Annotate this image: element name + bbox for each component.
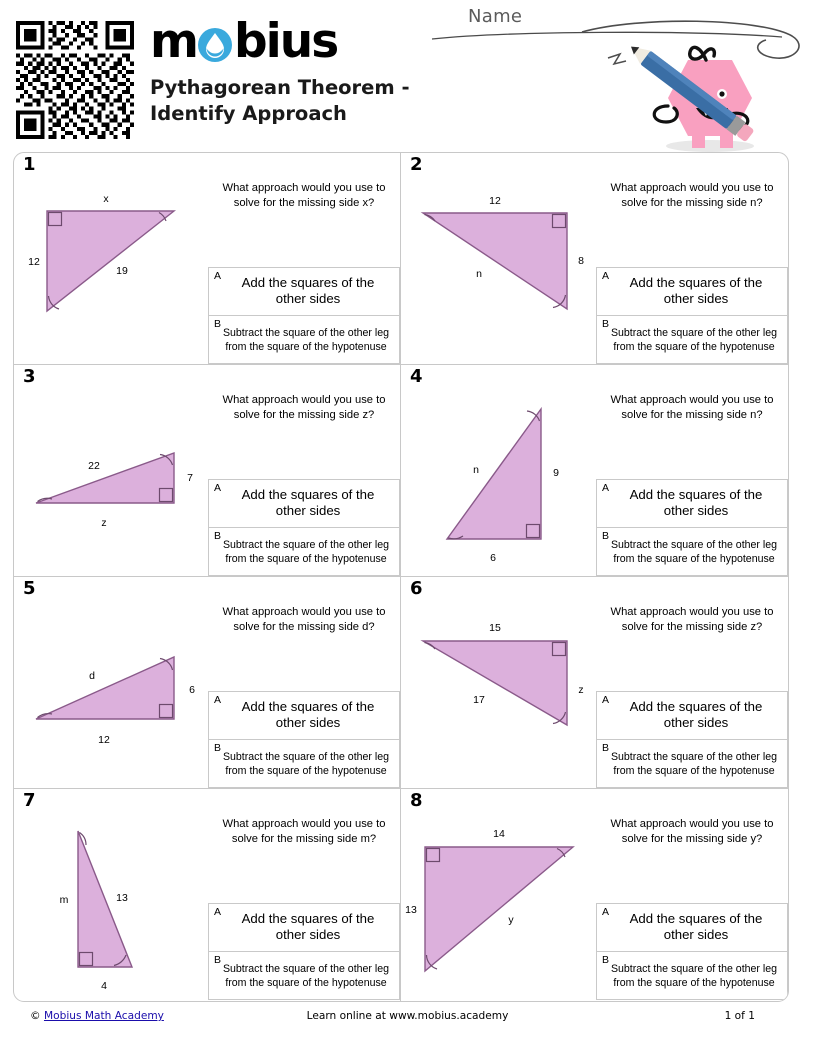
answer-letter-a: A — [214, 694, 222, 706]
logo-text-before: m — [150, 14, 197, 69]
side-label-bottom: z — [101, 517, 107, 529]
answer-letter-a: A — [214, 270, 222, 282]
answer-options — [596, 903, 788, 1000]
question-text: What approach would you use to solve for the missing side d? — [222, 606, 386, 633]
answer-options — [596, 691, 788, 788]
answer-option-a[interactable] — [208, 267, 400, 316]
problem-number: 5 — [23, 578, 36, 599]
footer-page-number: 1 of 1 — [724, 1010, 755, 1022]
side-label-hyp: 17 — [473, 694, 485, 706]
answer-options — [208, 691, 400, 788]
side-label-hyp: d — [89, 670, 95, 682]
problem-number: 1 — [23, 154, 36, 175]
answer-text-b: Subtract the square of the other leg from the square of the hypotenuse — [610, 750, 778, 777]
question-text: What approach would you use to solve for the missing side z? — [222, 394, 386, 421]
question-text: What approach would you use to solve for the missing side x? — [222, 182, 386, 209]
side-label-right: 8 — [578, 255, 584, 267]
question-panel-8 — [596, 807, 788, 997]
answer-options — [208, 479, 400, 576]
answer-letter-a: A — [214, 906, 222, 918]
page-title: Pythagorean Theorem - Identify Approach — [150, 76, 410, 125]
answer-option-a[interactable] — [208, 903, 400, 952]
answer-letter-b: B — [214, 529, 222, 542]
side-label-left: m — [59, 894, 69, 906]
side-label-hyp: 19 — [116, 265, 128, 277]
answer-option-b[interactable] — [208, 952, 400, 1000]
side-label-left: 12 — [28, 256, 40, 268]
question-panel-1 — [208, 171, 400, 361]
answer-options — [208, 903, 400, 1000]
answer-option-b[interactable] — [596, 528, 788, 576]
side-label-hyp: n — [473, 464, 479, 476]
answer-option-a[interactable] — [596, 903, 788, 952]
answer-letter-b: B — [214, 741, 222, 754]
answer-option-a[interactable] — [596, 479, 788, 528]
problem-number: 3 — [23, 366, 36, 387]
worksheet-body — [13, 152, 789, 1002]
side-label-top: 15 — [489, 622, 501, 634]
page-header — [0, 0, 815, 148]
answer-letter-b: B — [214, 953, 222, 966]
logo-wordmark — [150, 14, 450, 69]
problem-cell-1 — [14, 153, 401, 365]
copyright-symbol: © — [30, 1010, 41, 1022]
answer-option-b[interactable] — [596, 316, 788, 364]
answer-letter-b: B — [602, 741, 610, 754]
question-text: What approach would you use to solve for the missing side n? — [610, 394, 774, 421]
answer-letter-b: B — [602, 953, 610, 966]
side-label-top: x — [103, 193, 109, 205]
side-label-bottom: 12 — [98, 734, 110, 746]
problem-number: 7 — [23, 790, 36, 811]
answer-text-a: Add the squares of the other sides — [241, 699, 375, 731]
triangle-figure-4 — [401, 381, 599, 573]
answer-options — [208, 267, 400, 364]
answer-letter-b: B — [214, 317, 222, 330]
question-text: What approach would you use to solve for the missing side m? — [222, 818, 386, 845]
triangle-figure-6 — [401, 593, 599, 785]
side-label-top: 12 — [489, 195, 501, 207]
triangle-figure-2 — [401, 169, 599, 361]
answer-letter-a: A — [602, 270, 610, 282]
qr-code[interactable] — [16, 21, 134, 139]
answer-letter-a: A — [602, 694, 610, 706]
answer-option-b[interactable] — [596, 740, 788, 788]
problem-cell-5 — [14, 577, 401, 789]
problem-number: 8 — [410, 790, 423, 811]
triangle-figure-7 — [14, 805, 212, 997]
answer-options — [596, 479, 788, 576]
question-text: What approach would you use to solve for the missing side z? — [610, 606, 774, 633]
problem-cell-3 — [14, 365, 401, 577]
problem-cell-2 — [401, 153, 788, 365]
answer-option-b[interactable] — [208, 740, 400, 788]
answer-option-b[interactable] — [208, 528, 400, 576]
problem-cell-6 — [401, 577, 788, 789]
side-label-left: 13 — [405, 904, 417, 916]
side-label-hyp: 22 — [88, 460, 100, 472]
page-footer — [0, 1010, 815, 1032]
answer-text-a: Add the squares of the other sides — [241, 487, 375, 519]
side-label-right: 6 — [189, 684, 195, 696]
question-panel-5 — [208, 595, 400, 785]
answer-letter-b: B — [602, 317, 610, 330]
side-label-right: z — [578, 684, 584, 696]
side-label-right: 9 — [553, 467, 559, 479]
question-panel-3 — [208, 383, 400, 573]
side-label-hyp: y — [508, 914, 514, 926]
answer-text-a: Add the squares of the other sides — [629, 487, 763, 519]
problem-cell-7 — [14, 789, 401, 1001]
answer-letter-a: A — [602, 482, 610, 494]
answer-option-b[interactable] — [208, 316, 400, 364]
answer-text-a: Add the squares of the other sides — [629, 911, 763, 943]
answer-text-b: Subtract the square of the other leg from the square of the hypotenuse — [610, 538, 778, 565]
triangle-figure-5 — [14, 593, 212, 785]
question-panel-6 — [596, 595, 788, 785]
question-text: What approach would you use to solve for the missing side n? — [610, 182, 774, 209]
answer-text-b: Subtract the square of the other leg from the square of the hypotenuse — [610, 962, 778, 989]
logo-text-after: bius — [233, 14, 338, 69]
footer-learn-online: Learn online at www.mobius.academy — [306, 1010, 509, 1022]
name-label: Name — [468, 6, 523, 27]
problem-number: 6 — [410, 578, 423, 599]
mascot-illustration — [580, 14, 815, 154]
problem-cell-8 — [401, 789, 788, 1001]
question-panel-2 — [596, 171, 788, 361]
side-label-bottom: 6 — [490, 552, 496, 564]
side-label-hyp: 13 — [116, 892, 128, 904]
answer-options — [596, 267, 788, 364]
answer-letter-a: A — [602, 906, 610, 918]
answer-text-b: Subtract the square of the other leg from the square of the hypotenuse — [222, 750, 390, 777]
answer-option-b[interactable] — [596, 952, 788, 1000]
answer-text-b: Subtract the square of the other leg from the square of the hypotenuse — [610, 326, 778, 353]
question-text: What approach would you use to solve for the missing side y? — [610, 818, 774, 845]
problem-cell-4 — [401, 365, 788, 577]
answer-text-a: Add the squares of the other sides — [241, 275, 375, 307]
answer-letter-a: A — [214, 482, 222, 494]
answer-option-a[interactable] — [208, 691, 400, 740]
side-label-hyp: n — [476, 268, 482, 280]
side-label-right: 7 — [187, 472, 193, 484]
answer-option-a[interactable] — [596, 691, 788, 740]
brand-logo — [150, 14, 450, 126]
mobius-droplet-o-icon — [197, 27, 233, 63]
problem-number: 4 — [410, 366, 423, 387]
answer-text-a: Add the squares of the other sides — [241, 911, 375, 943]
triangle-figure-8 — [401, 805, 599, 997]
triangle-figure-1 — [14, 169, 212, 361]
problem-grid — [13, 152, 789, 1002]
answer-text-b: Subtract the square of the other leg from the square of the hypotenuse — [222, 326, 390, 353]
problem-number: 2 — [410, 154, 423, 175]
question-panel-4 — [596, 383, 788, 573]
answer-text-b: Subtract the square of the other leg from the square of the hypotenuse — [222, 962, 390, 989]
question-panel-7 — [208, 807, 400, 997]
answer-text-a: Add the squares of the other sides — [629, 699, 763, 731]
answer-letter-b: B — [602, 529, 610, 542]
side-label-top: 14 — [493, 828, 505, 840]
triangle-figure-3 — [14, 381, 212, 573]
side-label-bottom: 4 — [101, 980, 107, 992]
answer-option-a[interactable] — [596, 267, 788, 316]
answer-option-a[interactable] — [208, 479, 400, 528]
answer-text-a: Add the squares of the other sides — [629, 275, 763, 307]
answer-text-b: Subtract the square of the other leg from the square of the hypotenuse — [222, 538, 390, 565]
mobius-math-academy-link[interactable]: Mobius Math Academy — [43, 1010, 164, 1022]
